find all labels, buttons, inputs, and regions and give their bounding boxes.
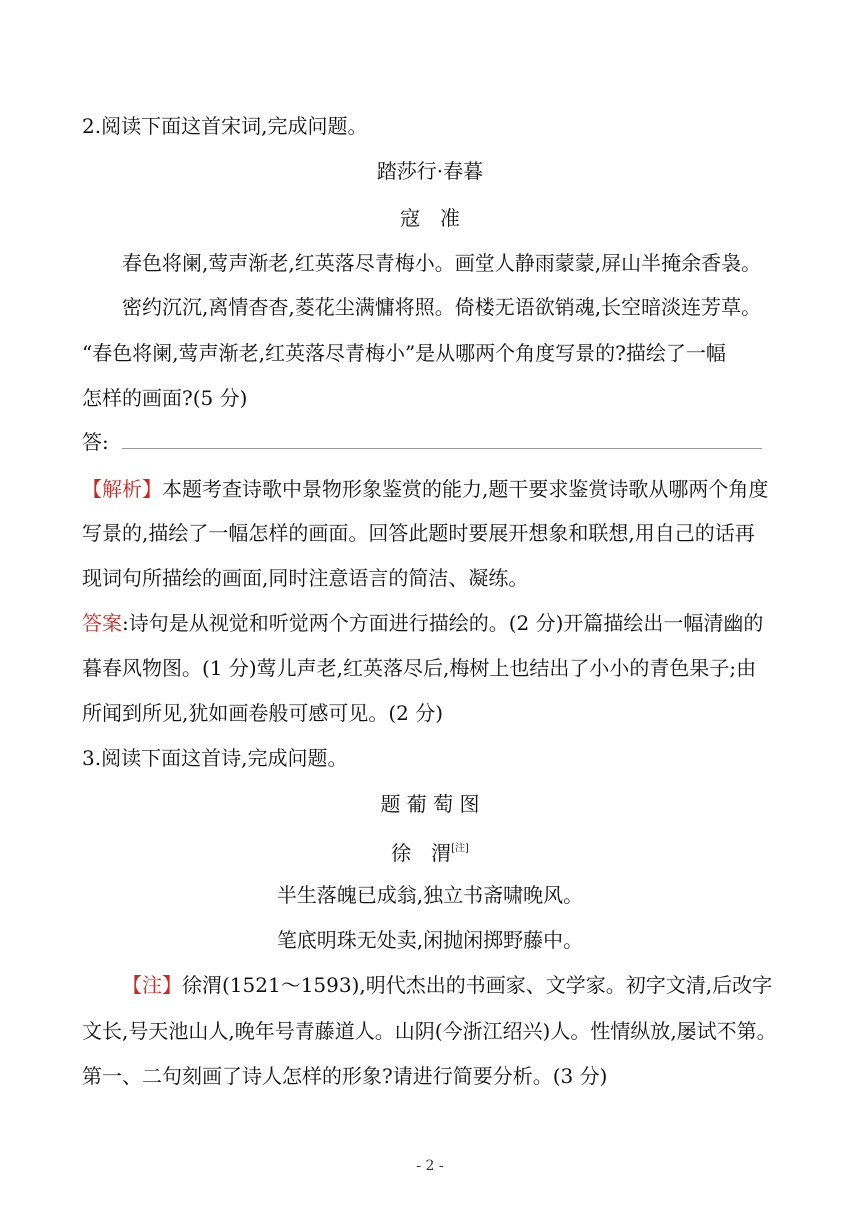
answer-text: :诗句是从视觉和听觉两个方面进行描绘的。(2 分)开篇描绘出一幅清幽的 <box>122 611 764 635</box>
answer-blank-line <box>122 448 762 449</box>
q3-question: 第一、二句刻画了诗人怎样的形象?请进行简要分析。(3 分) <box>82 1064 608 1088</box>
q2-question-line-2: 怎样的画面?(5 分) <box>82 386 248 410</box>
q2-answer-line-1 <box>82 609 763 637</box>
q2-analysis-line-2: 写景的,描绘了一幅怎样的画面。回答此题时要展开想象和联想,用自己的话再 <box>82 521 755 545</box>
q2-stem: 2.阅读下面这首宋词,完成问题。 <box>82 114 368 138</box>
q2-poem-title: 踏莎行·春暮 <box>376 159 484 183</box>
q2-question-line-1: “春色将阑,莺声渐老,红英落尽青梅小”是从哪两个角度写景的?描绘了一幅 <box>82 341 726 365</box>
analysis-text: 本题考查诗歌中景物形象鉴赏的能力,题干要求鉴赏诗歌从哪两个角度 <box>162 477 769 501</box>
author-note-marker: [注] <box>451 843 469 854</box>
q2-poem-line-2: 密约沉沉,离情杳杳,菱花尘满慵将照。倚楼无语欲销魂,长空暗淡连芳草。 <box>122 295 762 319</box>
q2-poem-author: 寇 准 <box>400 206 460 230</box>
analysis-tag: 【解析】 <box>82 477 162 501</box>
answer-tag: 答案 <box>82 611 122 635</box>
page-number: - 2 - <box>416 1158 444 1174</box>
q2-poem-line-1: 春色将阑,莺声渐老,红英落尽青梅小。画堂人静雨蒙蒙,屏山半掩余香袅。 <box>122 251 762 275</box>
q3-poem-line-2: 笔底明珠无处卖,闲抛闲掷野藤中。 <box>276 928 584 952</box>
note-tag: 【注】 <box>122 973 182 997</box>
q2-answer-prompt: 答: <box>82 430 109 454</box>
q3-stem: 3.阅读下面这首诗,完成问题。 <box>82 746 348 770</box>
q3-note-line-2: 文长,号天池山人,晚年号青藤道人。山阴(今浙江绍兴)人。性情纵放,屡试不第。 <box>82 1019 777 1043</box>
q3-poem-line-1: 半生落魄已成翁,独立书斋啸晚风。 <box>276 883 584 907</box>
q3-poem-author <box>0 835 860 867</box>
q2-analysis-line-1 <box>82 475 768 503</box>
q2-answer-line-2: 暮春风物图。(1 分)莺儿声老,红英落尽后,梅树上也结出了小小的青色果子;由 <box>82 656 757 680</box>
note-text: 徐渭(1521～1593),明代杰出的书画家、文学家。初字文清,后改字 <box>182 973 773 997</box>
q3-poem-title: 题 葡 萄 图 <box>380 792 480 816</box>
q2-answer-line-3: 所闻到所见,犹如画卷般可感可见。(2 分) <box>82 701 444 725</box>
q2-analysis-line-3: 现词句所描绘的画面,同时注意语言的简洁、凝练。 <box>82 566 529 590</box>
q3-note-line-1 <box>122 971 772 999</box>
q3-author-name: 徐 渭 <box>391 841 452 865</box>
